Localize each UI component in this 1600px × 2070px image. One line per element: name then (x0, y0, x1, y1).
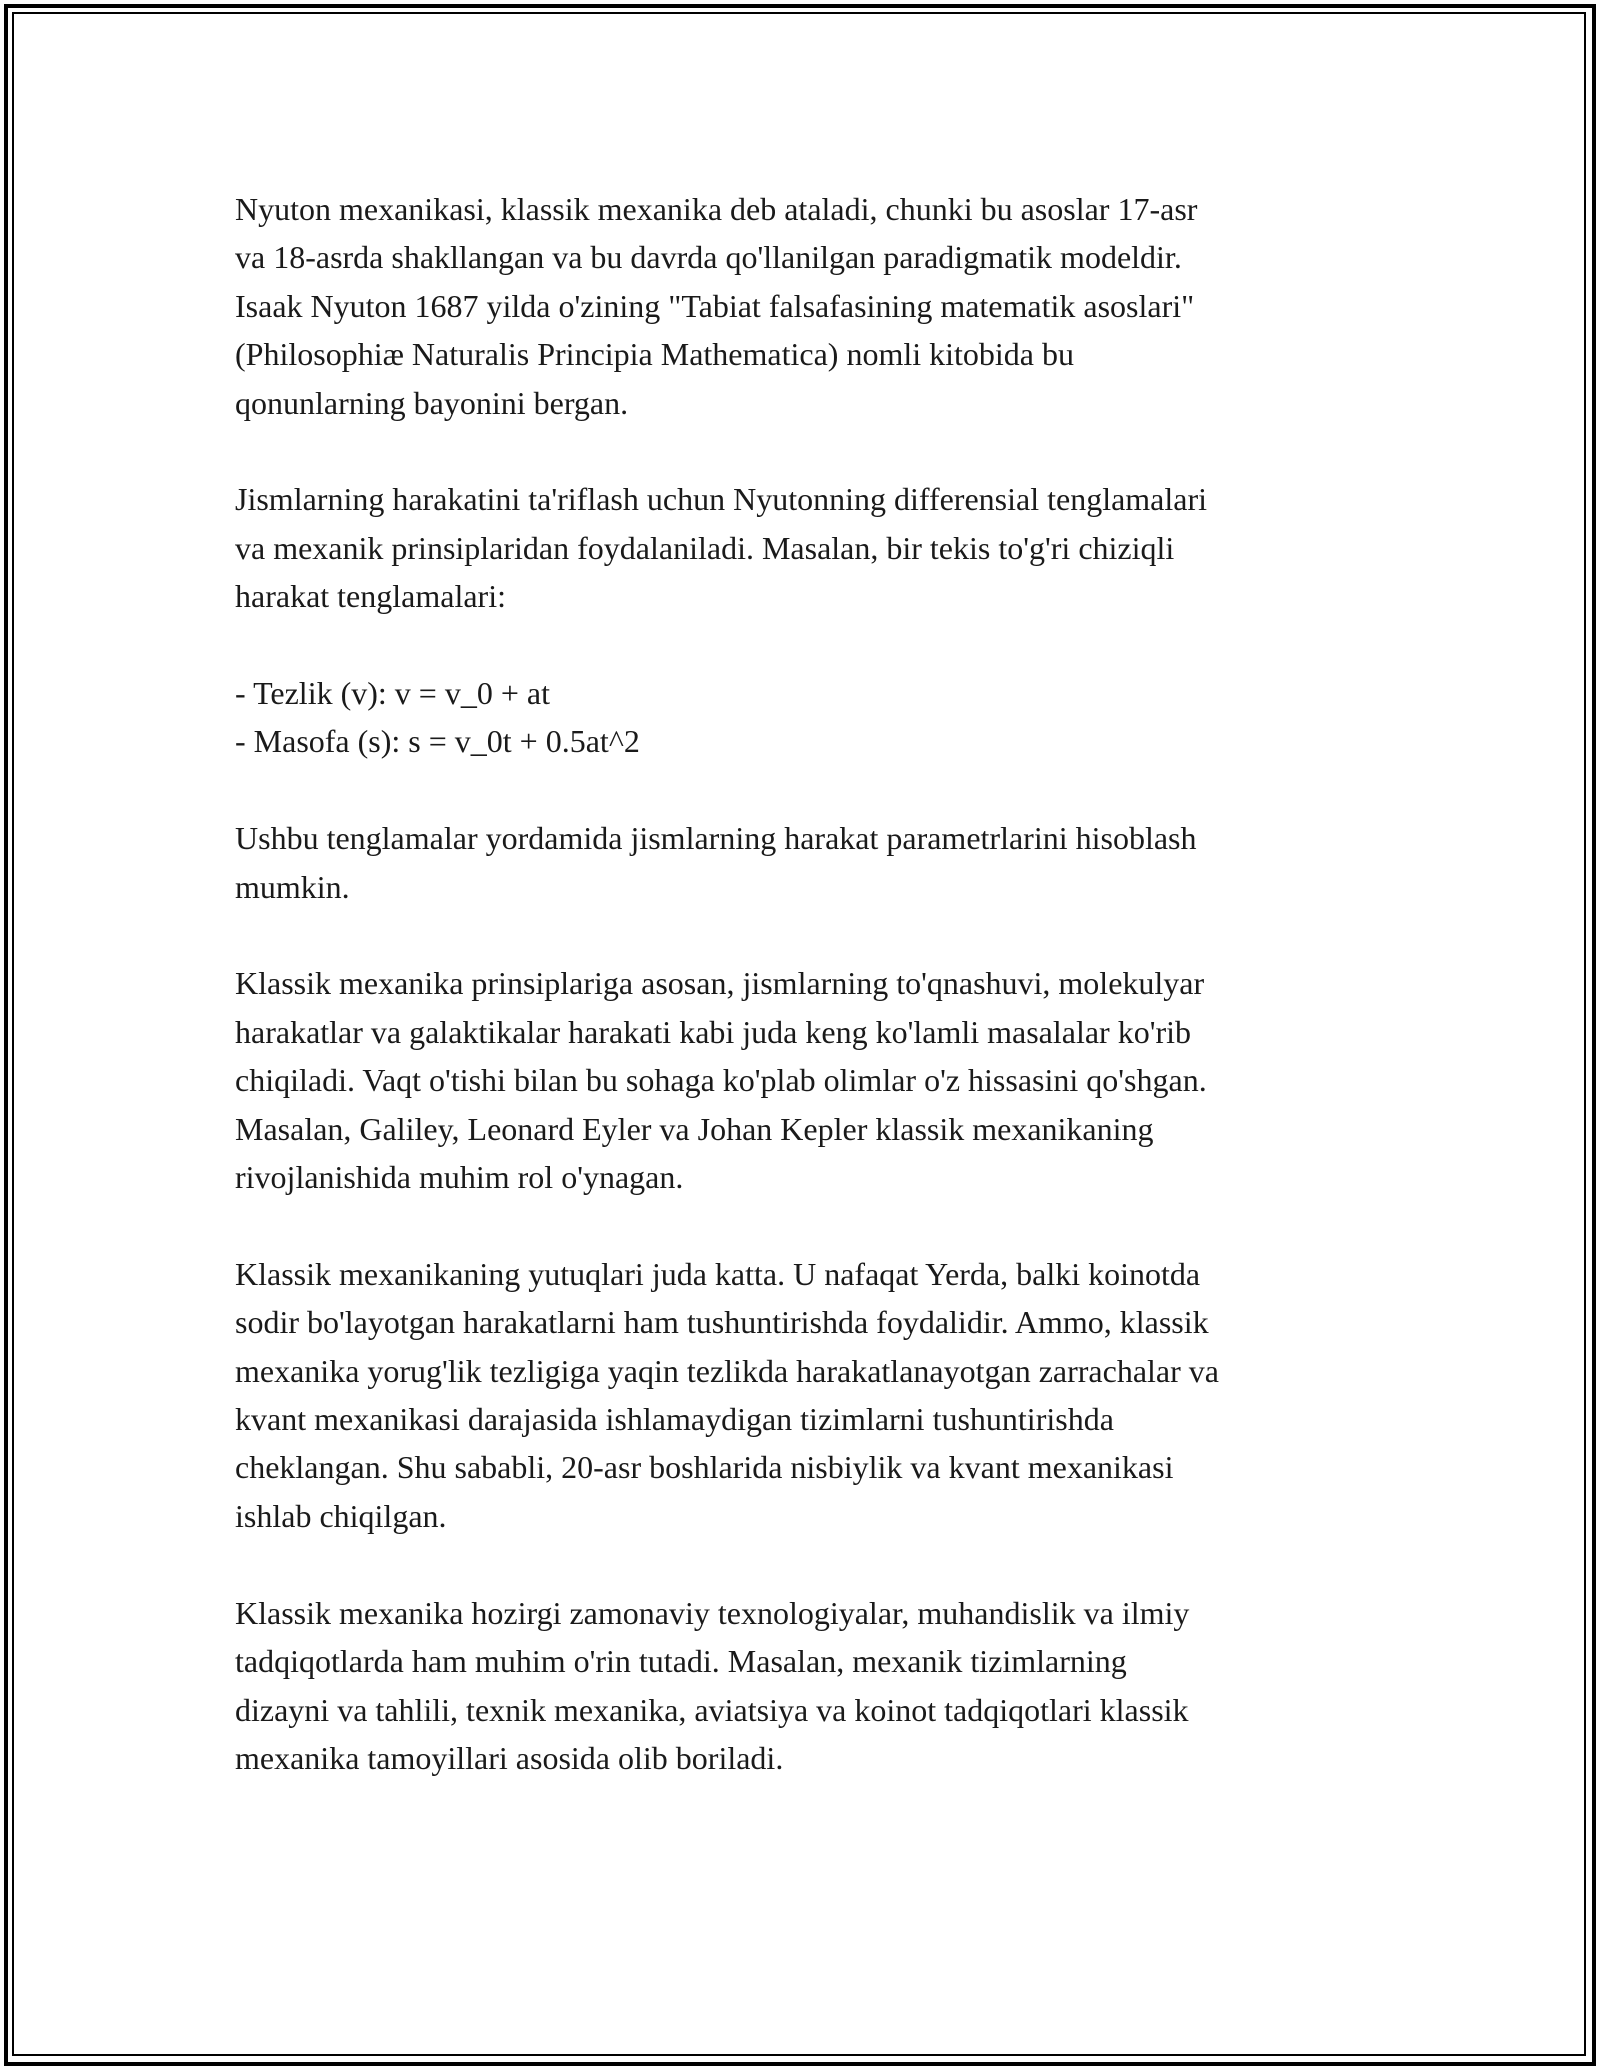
equation-list (235, 669, 1375, 766)
paragraph-modern-applications: Klassik mexanika hozirgi zamonaviy texnologiyalar, muhandislik va ilmiy tadqiqotlarda ham muhim o'rin tutadi. Masalan, mexanik tizimlarning dizayni va tahlili, texnik mexanika, aviatsiya va koinot tadqiqotlari klassik mexanika tamoyillari asosida olib boriladi. (235, 1594, 1190, 1776)
paragraph-achievements: Klassik mexanikaning yutuqlari juda katta. U nafaqat Yerda, balki koinotda sodir bo'layotgan harakatlarni ham tushuntirishda foydalidir. Ammo, klassik mexanika yorug'lik tezligiga yaqin tezlikda harakatlanayotgan zarrachalar va kvant mexanikasi darajasida ishlamaydigan tizimlarni tushuntirishda cheklangan. Shu sababli, 20-asr boshlarida nisbiylik va kvant mexanikasi ishlab chiqilgan. (235, 1255, 1219, 1534)
equation-distance: - Masofa (s): s = v_0t + 0.5at^2 (235, 723, 640, 760)
paragraph-newton-intro: Nyuton mexanikasi, klassik mexanika deb ataladi, chunki bu asoslar 17-asr va 18-asrda shakllangan va bu davrda qo'llanilgan paradigmatik modeldir. Isaak Nyuton 1687 yilda o'zining "Tabiat falsafasining matematik asoslari" (Philosophiæ Naturalis Principia Mathematica) nomli kitobida bu qonunlarning bayonini bergan. (235, 191, 1198, 421)
equation-velocity: - Tezlik (v): v = v_0 + at (235, 675, 550, 712)
document-body (235, 185, 1375, 1831)
paragraph-classical-principles: Klassik mexanika prinsiplariga asosan, jismlarning to'qnashuvi, molekulyar harakatlar va galaktikalar harakati kabi juda keng ko'lamli masalalar ko'rib chiqiladi. Vaqt o'tishi bilan bu sohaga ko'plab olimlar o'z hissasini qo'shgan. Masalan, Galiley, Leonard Eyler va Johan Kepler klassik mexanikaning rivojlanishida muhim rol o'ynagan. (235, 965, 1207, 1196)
paragraph-motion-parameters: Ushbu tenglamalar yordamida jismlarning harakat parametrlarini hisoblash mumkin. (235, 820, 1197, 905)
paragraph-differential-equations: Jismlarning harakatini ta'riflash uchun Nyutonning differensial tenglamalari va mexanik prinsiplaridan foydalaniladi. Masalan, bir tekis to'g'ri chiziqli harakat tenglamalari: (235, 481, 1208, 615)
